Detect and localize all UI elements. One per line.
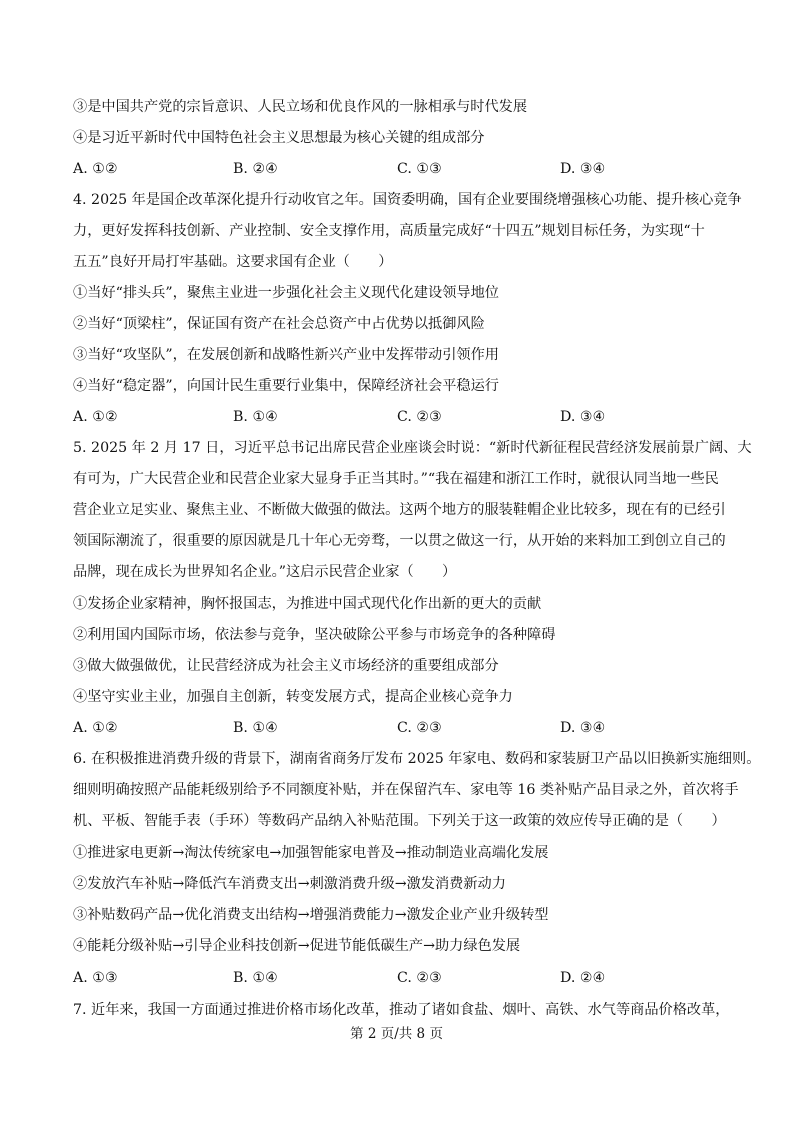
q4-option-b: B. ①④: [233, 409, 278, 425]
q6-stem-line-3: 机、平板、智能手表（手环）等数码产品纳入补贴范围。下列关于这一政策的效应传导正确的是（ ）: [73, 813, 726, 829]
q6-options: [73, 968, 733, 988]
q4-option-c: C. ②③: [397, 409, 442, 425]
q4-item-4: ④当好“稳定器”，向国计民生重要行业集中，保障经济社会平稳运行: [73, 378, 499, 394]
q4-item-2: ②当好“顶梁柱”，保证国有资产在社会总资产中占优势以抵御风险: [73, 316, 485, 332]
q5-options: [73, 718, 733, 738]
q3-option-d: D. ③④: [560, 161, 606, 177]
q6-option-d: D. ②④: [560, 970, 606, 986]
q7-stem-line-1: 7. 近年来，我国一方面通过推进价格市场化改革，推动了诸如食盐、烟叶、高铁、水气等商品价格改革，: [73, 1002, 730, 1018]
q3-options: [73, 159, 733, 179]
q4-option-d: D. ③④: [560, 409, 606, 425]
q6-option-b: B. ①④: [233, 970, 278, 986]
q4-options: [73, 407, 733, 427]
q4-item-1: ①当好“排头兵”，聚焦主业进一步强化社会主义现代化建设领导地位: [73, 285, 499, 301]
q5-item-4: ④坚守实业主业，加强自主创新，转变发展方式，提高企业核心竞争力: [73, 689, 513, 705]
q4-option-a: A. ①②: [73, 409, 118, 425]
page-footer: 第 2 页/共 8 页: [350, 1026, 443, 1042]
q4-stem-line-1: 4. 2025 年是国企改革深化提升行动收官之年。国资委明确，国有企业要围绕增强核心功能、提升核心竞争: [73, 192, 742, 208]
q5-option-d: D. ③④: [560, 720, 606, 736]
q5-item-1: ①发扬企业家精神，胸怀报国志，为推进中国式现代化作出新的更大的贡献: [73, 596, 542, 612]
q6-item-3: ③补贴数码产品→优化消费支出结构→增强消费能力→激发企业产业升级转型: [73, 907, 549, 923]
q5-item-3: ③做大做强做优，让民营经济成为社会主义市场经济的重要组成部分: [73, 658, 499, 674]
q3-option-a: A. ①②: [73, 161, 118, 177]
q5-stem-line-4: 领国际潮流了，很重要的原因就是几十年心无旁骛，一以贯之做这一行，从开始的来料加工到创立自己的: [73, 533, 726, 549]
q5-stem-line-1: 5. 2025 年 2 月 17 日，习近平总书记出席民营企业座谈会时说：“新时代新征程民营经济发展前景广阔、大: [73, 440, 752, 456]
q5-option-a: A. ①②: [73, 720, 118, 736]
q5-option-b: B. ①④: [233, 720, 278, 736]
q4-stem-line-2: 力，更好发挥科技创新、产业控制、安全支撑作用，高质量完成好“十四五”规划目标任务，为实现“十: [73, 223, 705, 239]
q4-item-3: ③当好“攻坚队”，在发展创新和战略性新兴产业中发挥带动引领作用: [73, 347, 499, 363]
q3-item-4: ④是习近平新时代中国特色社会主义思想最为核心关键的组成部分: [73, 130, 485, 146]
q6-option-c: C. ②③: [397, 970, 442, 986]
q5-stem-line-3: 营企业立足实业、聚焦主业、不断做大做强的做法。这两个地方的服装鞋帽企业比较多，现在有的已经引: [73, 502, 726, 518]
q5-item-2: ②利用国内国际市场，依法参与竞争，坚决破除公平参与市场竞争的各种障碍: [73, 627, 556, 643]
q6-item-2: ②发放汽车补贴→降低汽车消费支出→刺激消费升级→激发消费新动力: [73, 876, 506, 892]
q5-stem-line-2: 有可为，广大民营企业和民营企业家大显身手正当其时。”“我在福建和浙江工作时，就很认同当地一些民: [73, 471, 719, 487]
q6-option-a: A. ①③: [73, 970, 118, 986]
q6-stem-line-1: 6. 在积极推进消费升级的背景下，湖南省商务厅发布 2025 年家电、数码和家装厨卫产品以旧换新实施细则。: [73, 751, 761, 767]
q3-item-3: ③是中国共产党的宗旨意识、人民立场和优良作风的一脉相承与时代发展: [73, 99, 528, 115]
q4-stem-line-3: 五五”良好开局打牢基础。这要求国有企业（ ）: [73, 254, 393, 270]
q6-item-4: ④能耗分级补贴→引导企业科技创新→促进节能低碳生产→助力绿色发展: [73, 938, 521, 954]
q6-stem-line-2: 细则明确按照产品能耗级别给予不同额度补贴，并在保留汽车、家电等 16 类补贴产品目录之外，首次将手: [73, 782, 739, 798]
q5-option-c: C. ②③: [397, 720, 442, 736]
q6-item-1: ①推进家电更新→淘汰传统家电→加强智能家电普及→推动制造业高端化发展: [73, 845, 549, 861]
q3-option-b: B. ②④: [233, 161, 278, 177]
q3-option-c: C. ①③: [397, 161, 442, 177]
q5-stem-line-5: 品牌，现在成长为世界知名企业。”这启示民营企业家（ ）: [73, 564, 457, 580]
